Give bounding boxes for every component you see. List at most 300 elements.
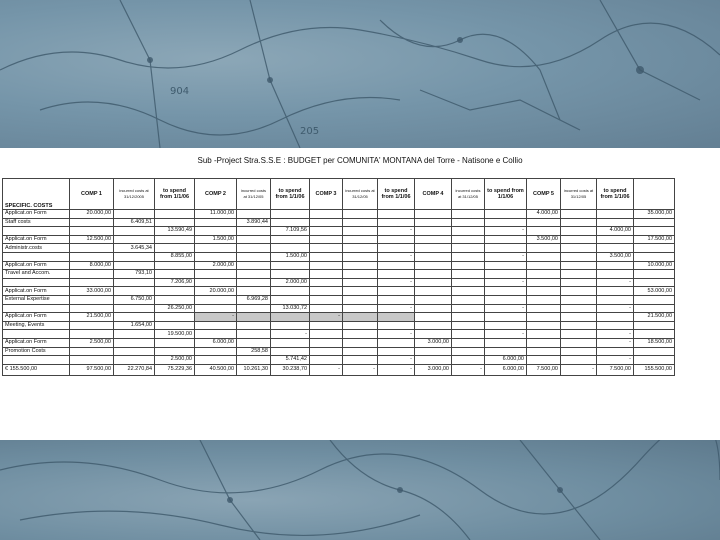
value-cell xyxy=(415,278,452,287)
value-cell xyxy=(634,330,675,339)
value-cell: 13.590,49 xyxy=(155,227,195,236)
value-cell xyxy=(114,347,155,356)
total-cell: - xyxy=(378,364,415,375)
value-cell xyxy=(237,227,271,236)
value-cell xyxy=(561,330,597,339)
value-cell xyxy=(70,227,114,236)
value-cell xyxy=(452,252,485,261)
value-cell xyxy=(310,210,343,219)
value-cell xyxy=(155,321,195,330)
value-cell: 12.500,00 xyxy=(70,235,114,244)
header-cell: to spend from 1/1/06 xyxy=(597,179,634,210)
table-row xyxy=(3,227,675,236)
value-cell xyxy=(310,244,343,253)
value-cell xyxy=(561,261,597,270)
value-cell xyxy=(237,304,271,313)
value-cell xyxy=(155,287,195,296)
total-cell: 3.000,00 xyxy=(415,364,452,375)
value-cell xyxy=(155,347,195,356)
value-cell xyxy=(452,313,485,322)
row-label-cell: Travel and Accom. xyxy=(3,270,70,279)
table-row xyxy=(3,218,675,227)
value-cell xyxy=(310,287,343,296)
value-cell xyxy=(634,252,675,261)
value-cell xyxy=(378,218,415,227)
value-cell xyxy=(527,227,561,236)
value-cell xyxy=(195,244,237,253)
value-cell xyxy=(485,210,527,219)
table-row xyxy=(3,278,675,287)
value-cell: 33.000,00 xyxy=(70,287,114,296)
table-row xyxy=(3,347,675,356)
value-cell: - xyxy=(597,356,634,365)
table-row xyxy=(3,244,675,253)
value-cell xyxy=(415,304,452,313)
value-cell xyxy=(452,235,485,244)
header-cell: to spend from 1/1/06 xyxy=(155,179,195,210)
value-cell xyxy=(527,347,561,356)
value-cell xyxy=(452,261,485,270)
value-cell xyxy=(155,210,195,219)
table-row xyxy=(3,295,675,304)
value-cell xyxy=(310,278,343,287)
value-cell xyxy=(343,278,378,287)
value-cell xyxy=(70,330,114,339)
value-cell xyxy=(597,270,634,279)
value-cell xyxy=(271,338,310,347)
value-cell xyxy=(452,347,485,356)
value-cell xyxy=(452,210,485,219)
value-cell xyxy=(561,235,597,244)
value-cell xyxy=(634,347,675,356)
value-cell xyxy=(70,252,114,261)
table-row xyxy=(3,287,675,296)
value-cell xyxy=(155,244,195,253)
value-cell xyxy=(485,218,527,227)
value-cell xyxy=(195,295,237,304)
header-cell: to spend from 1/1/06 xyxy=(485,179,527,210)
value-cell xyxy=(155,235,195,244)
value-cell xyxy=(271,287,310,296)
value-cell: 3.500,00 xyxy=(597,252,634,261)
header-cell: COMP 2 xyxy=(195,179,237,210)
row-label-cell xyxy=(3,227,70,236)
value-cell xyxy=(310,330,343,339)
header-cell: incurred costs at 31/12/05 xyxy=(561,179,597,210)
total-cell: € 155.500,00 xyxy=(3,364,70,375)
value-cell xyxy=(485,287,527,296)
value-cell xyxy=(597,218,634,227)
value-cell: - xyxy=(597,338,634,347)
value-cell xyxy=(237,287,271,296)
value-cell xyxy=(378,261,415,270)
value-cell xyxy=(237,321,271,330)
value-cell: 26.250,00 xyxy=(155,304,195,313)
value-cell xyxy=(271,235,310,244)
value-cell xyxy=(415,313,452,322)
value-cell xyxy=(634,304,675,313)
value-cell xyxy=(310,235,343,244)
value-cell xyxy=(343,210,378,219)
header-cell: COMP 5 xyxy=(527,179,561,210)
total-cell: 22.270,84 xyxy=(114,364,155,375)
value-cell xyxy=(485,338,527,347)
value-cell xyxy=(561,244,597,253)
budget-table xyxy=(2,178,675,376)
value-cell xyxy=(561,252,597,261)
value-cell xyxy=(561,287,597,296)
value-cell xyxy=(70,218,114,227)
value-cell xyxy=(70,321,114,330)
value-cell xyxy=(561,270,597,279)
value-cell xyxy=(527,270,561,279)
value-cell xyxy=(114,261,155,270)
value-cell xyxy=(527,321,561,330)
value-cell: - xyxy=(271,330,310,339)
row-label-cell xyxy=(3,252,70,261)
row-label-cell xyxy=(3,356,70,365)
value-cell xyxy=(452,278,485,287)
value-cell xyxy=(114,287,155,296)
value-cell xyxy=(485,270,527,279)
value-cell xyxy=(343,347,378,356)
value-cell xyxy=(114,338,155,347)
value-cell xyxy=(271,270,310,279)
value-cell xyxy=(70,347,114,356)
value-cell: 8.855,00 xyxy=(155,252,195,261)
table-row xyxy=(3,235,675,244)
value-cell: - xyxy=(597,330,634,339)
value-cell xyxy=(155,338,195,347)
value-cell xyxy=(195,252,237,261)
value-cell xyxy=(310,261,343,270)
value-cell xyxy=(310,270,343,279)
value-cell xyxy=(271,210,310,219)
value-cell xyxy=(237,356,271,365)
header-cell xyxy=(634,179,675,210)
table-row xyxy=(3,338,675,347)
value-cell xyxy=(70,244,114,253)
value-cell xyxy=(343,287,378,296)
value-cell xyxy=(452,321,485,330)
map-label: 904 xyxy=(170,86,190,97)
row-label-cell: Applicat.on Form xyxy=(3,261,70,270)
value-cell xyxy=(561,338,597,347)
header-cell: COMP 4 xyxy=(415,179,452,210)
value-cell xyxy=(634,278,675,287)
value-cell xyxy=(114,227,155,236)
value-cell xyxy=(527,244,561,253)
table-row xyxy=(3,356,675,365)
value-cell xyxy=(527,218,561,227)
value-cell xyxy=(195,278,237,287)
value-cell xyxy=(415,287,452,296)
row-label-cell xyxy=(3,304,70,313)
value-cell: 7.206,90 xyxy=(155,278,195,287)
value-cell: 3.645,34 xyxy=(114,244,155,253)
value-cell xyxy=(378,244,415,253)
value-cell: 21.500,00 xyxy=(70,313,114,322)
value-cell xyxy=(155,261,195,270)
value-cell xyxy=(195,227,237,236)
total-cell: - xyxy=(561,364,597,375)
value-cell xyxy=(155,270,195,279)
value-cell: 7.109,56 xyxy=(271,227,310,236)
header-cell: incurred costs at 31/12/05 xyxy=(452,179,485,210)
value-cell xyxy=(343,252,378,261)
value-cell xyxy=(561,295,597,304)
value-cell: 3.500,00 xyxy=(527,235,561,244)
value-cell: 2.500,00 xyxy=(70,338,114,347)
value-cell xyxy=(271,244,310,253)
value-cell xyxy=(271,261,310,270)
value-cell xyxy=(527,287,561,296)
value-cell: 6.969,28 xyxy=(237,295,271,304)
row-label-cell xyxy=(3,278,70,287)
value-cell xyxy=(237,270,271,279)
value-cell xyxy=(485,321,527,330)
row-label-cell: Applicat.on Form xyxy=(3,235,70,244)
value-cell xyxy=(237,235,271,244)
value-cell: - xyxy=(485,227,527,236)
value-cell xyxy=(343,235,378,244)
value-cell xyxy=(70,270,114,279)
value-cell: - xyxy=(195,313,237,322)
value-cell xyxy=(452,330,485,339)
header-cell: COMP 3 xyxy=(310,179,343,210)
value-cell xyxy=(597,295,634,304)
value-cell: - xyxy=(378,278,415,287)
total-cell: 97.500,00 xyxy=(70,364,114,375)
value-cell: 2.000,00 xyxy=(271,278,310,287)
row-label-cell xyxy=(3,330,70,339)
value-cell xyxy=(195,321,237,330)
map-label: 205 xyxy=(300,126,320,137)
value-cell xyxy=(527,278,561,287)
value-cell xyxy=(343,313,378,322)
total-cell: - xyxy=(452,364,485,375)
value-cell xyxy=(415,261,452,270)
value-cell xyxy=(195,270,237,279)
value-cell xyxy=(452,244,485,253)
value-cell: 6.750,00 xyxy=(114,295,155,304)
value-cell xyxy=(485,244,527,253)
value-cell xyxy=(415,210,452,219)
value-cell xyxy=(343,227,378,236)
value-cell xyxy=(597,235,634,244)
total-cell: 155.500,00 xyxy=(634,364,675,375)
value-cell xyxy=(195,304,237,313)
value-cell xyxy=(561,304,597,313)
total-cell: 6.000,00 xyxy=(485,364,527,375)
value-cell xyxy=(485,295,527,304)
value-cell: 1.654,00 xyxy=(114,321,155,330)
value-cell xyxy=(452,227,485,236)
value-cell xyxy=(343,295,378,304)
row-label-cell: External Expertise xyxy=(3,295,70,304)
value-cell xyxy=(237,278,271,287)
value-cell xyxy=(114,356,155,365)
value-cell: - xyxy=(597,278,634,287)
table-row xyxy=(3,252,675,261)
value-cell xyxy=(597,347,634,356)
value-cell: - xyxy=(485,252,527,261)
value-cell xyxy=(271,321,310,330)
value-cell xyxy=(271,218,310,227)
header-cell: to spend from 1/1/06 xyxy=(378,179,415,210)
value-cell: 17.500,00 xyxy=(634,235,675,244)
value-cell xyxy=(452,338,485,347)
value-cell xyxy=(343,261,378,270)
value-cell: 3.890,44 xyxy=(237,218,271,227)
value-cell xyxy=(415,330,452,339)
value-cell: 6.000,00 xyxy=(195,338,237,347)
value-cell xyxy=(634,356,675,365)
value-cell xyxy=(527,252,561,261)
value-cell xyxy=(415,270,452,279)
value-cell: - xyxy=(378,330,415,339)
value-cell xyxy=(415,347,452,356)
value-cell xyxy=(561,347,597,356)
value-cell: 20.000,00 xyxy=(195,287,237,296)
value-cell xyxy=(597,244,634,253)
value-cell xyxy=(310,338,343,347)
header-cell: incurred costs at 31/12/05 xyxy=(343,179,378,210)
value-cell xyxy=(310,218,343,227)
row-label-cell: Applicat.on Form xyxy=(3,338,70,347)
header-cell: incurred costs at 31/12/05 xyxy=(237,179,271,210)
value-cell xyxy=(343,330,378,339)
value-cell xyxy=(561,210,597,219)
value-cell xyxy=(634,227,675,236)
value-cell: 3.000,00 xyxy=(415,338,452,347)
value-cell xyxy=(343,356,378,365)
value-cell: 2.000,00 xyxy=(195,261,237,270)
value-cell xyxy=(343,244,378,253)
row-label-cell: Promotion Costs xyxy=(3,347,70,356)
value-cell xyxy=(452,287,485,296)
total-row xyxy=(3,364,675,375)
row-label-cell: Administr.costs xyxy=(3,244,70,253)
value-cell xyxy=(561,356,597,365)
value-cell xyxy=(310,321,343,330)
value-cell xyxy=(485,313,527,322)
value-cell: 8.000,00 xyxy=(70,261,114,270)
value-cell: 10.000,00 xyxy=(634,261,675,270)
value-cell xyxy=(70,356,114,365)
value-cell: 5.741,42 xyxy=(271,356,310,365)
row-label-cell: Staff costs xyxy=(3,218,70,227)
value-cell xyxy=(452,304,485,313)
value-cell xyxy=(597,313,634,322)
value-cell xyxy=(155,295,195,304)
value-cell xyxy=(527,261,561,270)
value-cell xyxy=(237,261,271,270)
value-cell: 1.500,00 xyxy=(271,252,310,261)
value-cell xyxy=(310,252,343,261)
value-cell xyxy=(485,347,527,356)
value-cell xyxy=(452,356,485,365)
value-cell xyxy=(527,356,561,365)
value-cell: 6.409,51 xyxy=(114,218,155,227)
value-cell: - xyxy=(378,356,415,365)
value-cell xyxy=(343,338,378,347)
value-cell xyxy=(343,304,378,313)
value-cell xyxy=(634,244,675,253)
value-cell xyxy=(378,338,415,347)
value-cell xyxy=(378,270,415,279)
value-cell: - xyxy=(597,304,634,313)
value-cell: - xyxy=(378,227,415,236)
table-row xyxy=(3,304,675,313)
value-cell xyxy=(452,295,485,304)
value-cell: 19.500,00 xyxy=(155,330,195,339)
value-cell xyxy=(114,278,155,287)
total-cell: 7.500,00 xyxy=(597,364,634,375)
value-cell xyxy=(310,295,343,304)
value-cell: - xyxy=(378,252,415,261)
value-cell xyxy=(343,218,378,227)
value-cell: 4.000,00 xyxy=(527,210,561,219)
header-cell: incurred costs at 31/12/2005 xyxy=(114,179,155,210)
topographic-map-lines-bottom xyxy=(0,440,720,540)
value-cell xyxy=(271,295,310,304)
value-cell: 4.000,00 xyxy=(597,227,634,236)
value-cell: 1.500,00 xyxy=(195,235,237,244)
value-cell xyxy=(114,210,155,219)
value-cell xyxy=(634,295,675,304)
table-row xyxy=(3,261,675,270)
row-label-cell: Applicat.on Form xyxy=(3,210,70,219)
value-cell xyxy=(155,313,195,322)
value-cell xyxy=(114,330,155,339)
value-cell xyxy=(378,321,415,330)
table-row xyxy=(3,330,675,339)
value-cell xyxy=(597,261,634,270)
value-cell xyxy=(70,304,114,313)
value-cell xyxy=(415,356,452,365)
value-cell xyxy=(527,338,561,347)
value-cell: 258,58 xyxy=(237,347,271,356)
topographic-map-lines-top xyxy=(0,0,720,148)
value-cell xyxy=(561,227,597,236)
value-cell xyxy=(597,287,634,296)
value-cell xyxy=(452,218,485,227)
total-cell: - xyxy=(310,364,343,375)
total-cell: 75.229,36 xyxy=(155,364,195,375)
value-cell xyxy=(415,227,452,236)
value-cell xyxy=(114,313,155,322)
value-cell xyxy=(237,210,271,219)
value-cell: 13.030,72 xyxy=(271,304,310,313)
value-cell xyxy=(561,278,597,287)
value-cell xyxy=(378,347,415,356)
value-cell xyxy=(527,295,561,304)
value-cell xyxy=(561,321,597,330)
table-row xyxy=(3,270,675,279)
value-cell xyxy=(195,330,237,339)
table-row xyxy=(3,210,675,219)
value-cell: 35.000,00 xyxy=(634,210,675,219)
row-label-cell: Applicat.on Form xyxy=(3,287,70,296)
value-cell xyxy=(237,252,271,261)
value-cell xyxy=(114,304,155,313)
total-cell: 7.500,00 xyxy=(527,364,561,375)
value-cell xyxy=(527,304,561,313)
value-cell xyxy=(378,210,415,219)
table-header-row xyxy=(3,179,675,210)
value-cell: 21.500,00 xyxy=(634,313,675,322)
